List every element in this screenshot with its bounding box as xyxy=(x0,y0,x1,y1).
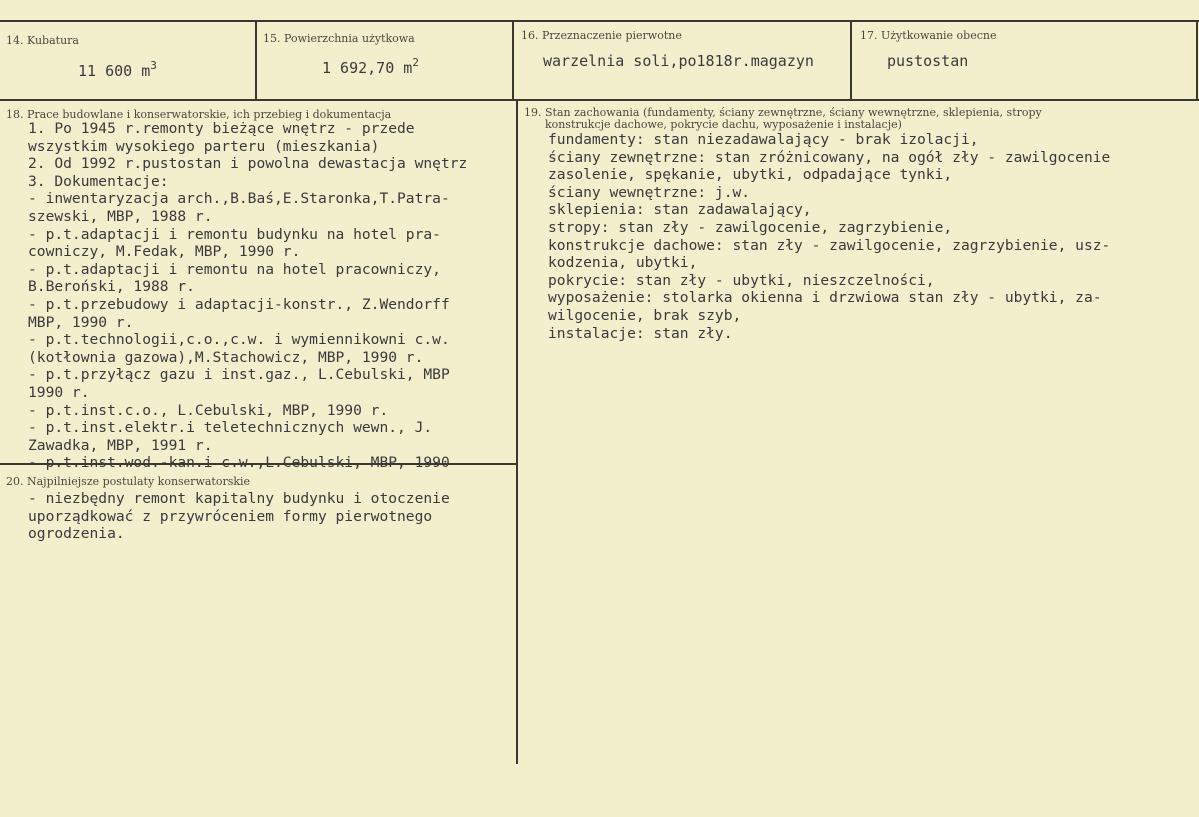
col-divider-2 xyxy=(512,20,514,100)
field-16-label: 16. Przeznaczenie pierwotne xyxy=(521,29,682,42)
col-divider-main xyxy=(516,99,518,764)
right-edge xyxy=(1196,20,1198,100)
row-divider-top xyxy=(0,99,1199,101)
col-divider-3 xyxy=(850,20,852,100)
field-15-label: 15. Powierzchnia użytkowa xyxy=(263,32,415,45)
section-19-line: instalacje: stan zły. xyxy=(548,324,733,342)
section-18-line: - p.t.adaptacji i remontu budynku na hotel pra- xyxy=(28,225,441,243)
field-14-label: 14. Kubatura xyxy=(6,34,79,47)
section-18-line: szewski, MBP, 1988 r. xyxy=(28,207,213,225)
field-15-number: 1 692,70 m xyxy=(322,59,413,77)
field-15-unit-sup: 2 xyxy=(412,56,419,69)
section-18-line: - p.t.technologii,c.o.,c.w. i wymiennikowni c.w. xyxy=(28,331,450,349)
section-18-line: 1990 r. xyxy=(28,383,90,401)
field-17-label: 17. Użytkowanie obecne xyxy=(860,29,997,42)
section-18-label: 18. Prace budowlane i konserwatorskie, ich przebieg i dokumentacja xyxy=(6,108,392,121)
field-17-value: pustostan xyxy=(887,52,969,70)
section-19-label-line2: konstrukcje dachowe, pokrycie dachu, wyposażenie i instalacje) xyxy=(545,118,902,131)
section-18-line: (kotłownia gazowa),M.Stachowicz, MBP, 1990 r. xyxy=(28,348,424,366)
top-border xyxy=(0,20,1199,22)
section-18-line: 3. Dokumentacje: xyxy=(28,172,169,190)
section-18-line: 1. Po 1945 r.remonty bieżące wnętrz - przede xyxy=(28,120,415,137)
section-20-label: 20. Najpilniejsze postulaty konserwatorskie xyxy=(6,475,251,488)
section-19-line: stropy: stan zły - zawilgocenie, zagrzybienie, xyxy=(548,218,953,236)
field-16-value: warzelnia soli,po1818r.magazyn xyxy=(543,52,814,70)
section-19-line: ściany wewnętrzne: j.w. xyxy=(548,183,751,201)
section-19-line: kodzenia, ubytki, xyxy=(548,254,698,272)
section-18-line: - p.t.inst.c.o., L.Cebulski, MBP, 1990 r. xyxy=(28,401,389,419)
section-19-line: ściany zewnętrzne: stan zróżnicowany, na ogół zły - zawilgocenie xyxy=(548,148,1111,166)
section-19-line: konstrukcje dachowe: stan zły - zawilgocenie, zagrzybienie, usz- xyxy=(548,236,1111,254)
field-14-number: 11 600 m xyxy=(78,62,151,80)
section-20-text xyxy=(28,490,514,543)
section-19-line: sklepienia: stan zadawalający, xyxy=(548,201,812,219)
section-19-line: wyposażenie: stolarka okienna i drzwiowa stan zły - ubytki, za- xyxy=(548,289,1102,307)
section-18-line: - p.t.inst.wod.-kan.i c.w.,L.Cebulski, MBP, 1990 xyxy=(28,454,450,472)
section-19-label-line1: 19. Stan zachowania (fundamenty, ściany zewnętrzne, ściany wewnętrzne, sklepienia, stropy xyxy=(524,106,1042,119)
section-20-line: ogrodzenia. xyxy=(28,525,125,543)
section-19-line: wilgocenie, brak szyb, xyxy=(548,306,742,324)
section-18-line: - p.t.adaptacji i remontu na hotel pracowniczy, xyxy=(28,260,441,278)
section-20-line: uporządkować z przywróceniem formy pierwotnego xyxy=(28,507,433,525)
section-18-line: MBP, 1990 r. xyxy=(28,313,134,331)
field-14-value xyxy=(78,59,157,80)
col-divider-1 xyxy=(255,20,257,100)
section-18-line: - inwentaryzacja arch.,B.Baś,E.Staronka,T.Patra- xyxy=(28,190,450,208)
section-18-line: 2. Od 1992 r.pustostan i powolna dewastacja wnętrz xyxy=(28,155,468,173)
section-19-line: zasolenie, spękanie, ubytki, odpadające tynki, xyxy=(548,166,953,184)
section-18-line: wszystkim wysokiego parteru (mieszkania) xyxy=(28,137,380,155)
section-18-line: - p.t.przyłącz gazu i inst.gaz., L.Cebulski, MBP xyxy=(28,366,450,384)
section-18-line: Zawadka, MBP, 1991 r. xyxy=(28,436,213,454)
section-18-line: - p.t.inst.elektr.i teletechnicznych wewn., J. xyxy=(28,419,433,437)
section-19-line: pokrycie: stan zły - ubytki, nieszczelności, xyxy=(548,271,935,289)
section-20-line: - niezbędny remont kapitalny budynku i otoczenie xyxy=(28,490,450,507)
section-18-line: cowniczy, M.Fedak, MBP, 1990 r. xyxy=(28,243,301,261)
section-18-text xyxy=(28,120,514,472)
section-18-line: B.Beroński, 1988 r. xyxy=(28,278,195,296)
section-18-line: - p.t.przebudowy i adaptacji-konstr., Z.Wendorff xyxy=(28,295,450,313)
field-15-value xyxy=(322,56,419,77)
section-19-text xyxy=(548,131,1196,342)
section-19-line: fundamenty: stan niezadawalający - brak izolacji, xyxy=(548,131,979,148)
field-14-unit-sup: 3 xyxy=(150,59,157,72)
